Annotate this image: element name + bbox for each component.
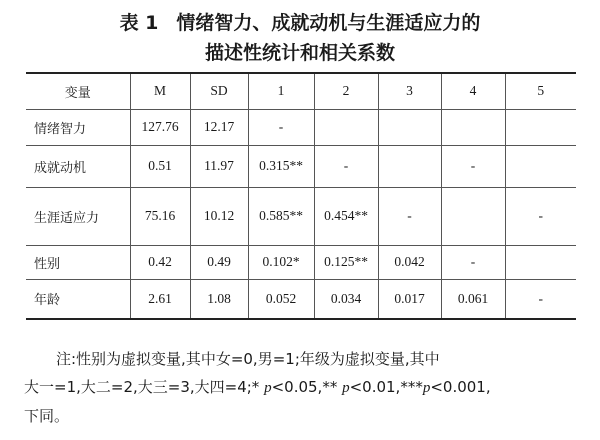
header-sd: SD	[190, 73, 248, 109]
note-line-2	[24, 373, 584, 402]
header-variable: 变量	[26, 73, 130, 109]
statistics-table	[26, 72, 576, 320]
cell-2	[314, 109, 378, 145]
cell-1: 0.102*	[248, 245, 314, 279]
header-4: 4	[441, 73, 505, 109]
cell-2: 0.454**	[314, 187, 378, 245]
header-1: 1	[248, 73, 314, 109]
title-text-1: 情绪智力、成就动机与生涯适应力的	[176, 12, 481, 34]
cell-5	[505, 245, 576, 279]
cell-3	[378, 145, 441, 187]
row-variable: 年龄	[26, 279, 130, 319]
cell-sd: 11.97	[190, 145, 248, 187]
cell-5: -	[505, 279, 576, 319]
table-row	[26, 279, 576, 319]
table-note	[24, 345, 584, 430]
cell-sd: 12.17	[190, 109, 248, 145]
cell-m: 127.76	[130, 109, 190, 145]
cell-m: 0.42	[130, 245, 190, 279]
cell-2: 0.125**	[314, 245, 378, 279]
row-variable: 性别	[26, 245, 130, 279]
header-m: M	[130, 73, 190, 109]
cell-4	[441, 187, 505, 245]
table-row	[26, 109, 576, 145]
note-line-1: 注:性别为虚拟变量,其中女=0,男=1;年级为虚拟变量,其中	[56, 350, 440, 368]
table-row	[26, 187, 576, 245]
note-text: <0.01,***	[349, 378, 423, 396]
cell-4	[441, 109, 505, 145]
row-variable: 情绪智力	[26, 109, 130, 145]
header-3: 3	[378, 73, 441, 109]
cell-5: -	[505, 187, 576, 245]
p-symbol: p	[422, 380, 431, 396]
table-title	[0, 8, 600, 68]
cell-3: -	[378, 187, 441, 245]
note-text: 大一=1,大二=2,大三=3,大四=4;*	[24, 378, 265, 396]
cell-1: 0.052	[248, 279, 314, 319]
table-row	[26, 245, 576, 279]
cell-3: 0.017	[378, 279, 441, 319]
cell-2: 0.034	[314, 279, 378, 319]
cell-m: 75.16	[130, 187, 190, 245]
cell-2: -	[314, 145, 378, 187]
cell-1: -	[248, 109, 314, 145]
cell-1: 0.585**	[248, 187, 314, 245]
cell-sd: 10.12	[190, 187, 248, 245]
note-text: <0.001,	[430, 378, 491, 396]
cell-1: 0.315**	[248, 145, 314, 187]
note-line-3: 下同。	[24, 407, 70, 425]
cell-4: -	[441, 245, 505, 279]
header-row	[26, 73, 576, 109]
cell-5	[505, 145, 576, 187]
cell-5	[505, 109, 576, 145]
cell-3: 0.042	[378, 245, 441, 279]
p-symbol: p	[264, 380, 272, 396]
cell-3	[378, 109, 441, 145]
cell-4: -	[441, 145, 505, 187]
cell-sd: 0.49	[190, 245, 248, 279]
header-2: 2	[314, 73, 378, 109]
row-variable: 成就动机	[26, 145, 130, 187]
p-symbol: p	[342, 380, 350, 396]
cell-sd: 1.08	[190, 279, 248, 319]
title-line-2: 描述性统计和相关系数	[204, 42, 395, 64]
cell-4: 0.061	[441, 279, 505, 319]
table-row	[26, 145, 576, 187]
title-line-1	[0, 8, 600, 38]
cell-m: 0.51	[130, 145, 190, 187]
row-variable: 生涯适应力	[26, 187, 130, 245]
header-5: 5	[505, 73, 576, 109]
table-number-label: 表 1	[119, 12, 159, 34]
cell-m: 2.61	[130, 279, 190, 319]
note-text: <0.05,**	[271, 378, 343, 396]
